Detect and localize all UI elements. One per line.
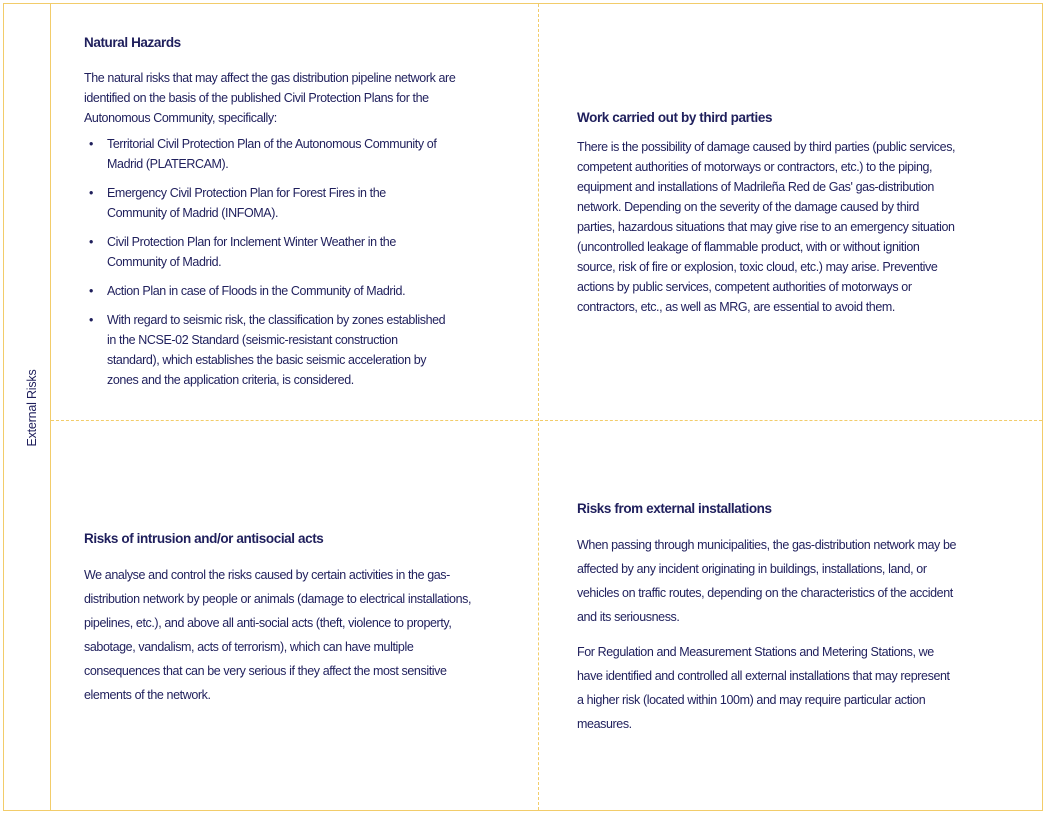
list-item: [84, 281, 447, 301]
intrusion-title: Risks of intrusion and/or antisocial acts: [84, 531, 324, 546]
third-parties-body: There is the possibility of damage caused by third parties (public services, competent authorities of motorways or contractors, etc.) to the piping, equipment and installations of Madrileña Red de Gas' gas-distribution network. Depending on the severity of the damage caused by third parties, hazardous situations that may give rise to an emergency situation (uncontrolled leakage of flammable product, with or without ignition source, risk of fire or explosion, toxic cloud, etc.) may arise. Preventive actions by public services, competent authorities of motorways or contractors, etc., as well as MRG, are essential to avoid them.: [577, 140, 956, 314]
vertical-divider: [538, 4, 539, 810]
sidebar-label: External Risks: [25, 369, 39, 447]
list-item-text: Action Plan in case of Floods in the Community of Madrid.: [107, 284, 406, 298]
external-installations-paragraph: For Regulation and Measurement Stations and Metering Stations, we have identified and controlled all external installations that may represent a higher risk (located within 100m) and may require particular action measures.: [577, 645, 950, 731]
list-item-text: Civil Protection Plan for Inclement Winter Weather in the Community of Madrid.: [107, 235, 396, 269]
bullet-icon: •: [89, 186, 93, 200]
list-item-text: Emergency Civil Protection Plan for Forest Fires in the Community of Madrid (INFOMA).: [107, 186, 386, 220]
list-item: [84, 134, 447, 174]
horizontal-divider: [51, 420, 1042, 421]
list-item: [84, 310, 447, 390]
external-installations-paragraph: When passing through municipalities, the gas-distribution network may be affected by any incident originating in buildings, installations, land, or vehicles on traffic routes, depending on the characteristics of the accident and its seriousness.: [577, 538, 957, 624]
list-item-text: Territorial Civil Protection Plan of the Autonomous Community of Madrid (PLATERCAM).: [107, 137, 437, 171]
external-installations-section: [577, 501, 957, 747]
third-parties-title: Work carried out by third parties: [577, 110, 773, 125]
list-item: [84, 232, 447, 272]
intrusion-body: We analyse and control the risks caused by certain activities in the gas-distribution network by people or animals (damage to electrical installations, pipelines, etc.), and above all anti-social acts (theft, violence to property, sabotage, vandalism, acts of terrorism), which can have multiple consequences that can be very serious if they affect the most sensitive elements of the network.: [84, 568, 472, 702]
intrusion-section: [84, 531, 474, 707]
bullet-icon: •: [89, 235, 93, 249]
bullet-icon: •: [89, 284, 93, 298]
natural-hazards-intro: The natural risks that may affect the gas distribution pipeline network are identified on the basis of the published Civil Protection Plans for the Autonomous Community, specifically:: [84, 71, 456, 125]
list-item-text: With regard to seismic risk, the classification by zones established in the NCSE-02 Standard (seismic-resistant construction standard), which establishes the basic seismic acceleration by zones and the application criteria, is considered.: [107, 313, 446, 387]
natural-hazards-section: [84, 35, 456, 399]
list-item: [84, 183, 447, 223]
civil-protection-plan-list: [84, 134, 456, 390]
third-parties-section: [577, 110, 957, 317]
natural-hazards-title: Natural Hazards: [84, 35, 181, 50]
bullet-icon: •: [89, 137, 93, 151]
bullet-icon: •: [89, 313, 93, 327]
external-installations-title: Risks from external installations: [577, 501, 772, 516]
